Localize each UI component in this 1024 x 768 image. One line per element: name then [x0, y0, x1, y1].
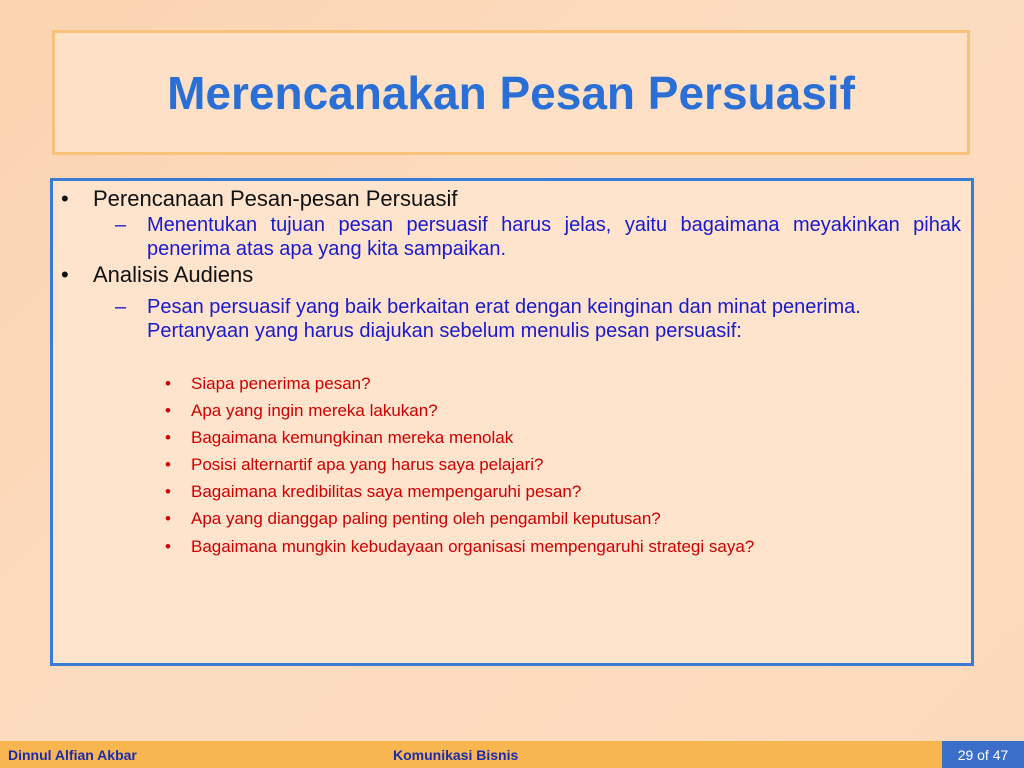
sub-bullet-item — [115, 213, 961, 261]
sub-bullet-text: Menentukan tujuan pesan persuasif harus jelas, yaitu bagaimana meyakinkan pihak penerima atas apa yang kita sampaikan. — [147, 214, 961, 260]
bullet-mark: • — [61, 186, 69, 211]
point-item — [165, 400, 438, 422]
footer-author: Dinnul Alfian Akbar — [8, 746, 137, 763]
point-mark: • — [165, 482, 171, 501]
point-item — [165, 536, 754, 558]
point-mark: • — [165, 455, 171, 474]
footer-course: Komunikasi Bisnis — [393, 746, 519, 763]
point-text: Bagaimana kredibilitas saya mempengaruhi pesan? — [191, 482, 582, 501]
point-text: Apa yang dianggap paling penting oleh pengambil keputusan? — [191, 509, 661, 528]
point-mark: • — [165, 374, 171, 393]
point-text: Bagaimana kemungkinan mereka menolak — [191, 428, 514, 447]
bullet-text: Analisis Audiens — [93, 262, 254, 287]
dash-mark: – — [115, 214, 127, 236]
point-mark: • — [165, 537, 171, 556]
title-box — [52, 30, 970, 155]
page-number: 29 of 47 — [942, 741, 1024, 768]
point-text: Bagaimana mungkin kebudayaan organisasi mempengaruhi strategi saya? — [191, 537, 755, 556]
bullet-mark: • — [61, 262, 69, 287]
slide-title: Merencanakan Pesan Persuasif — [167, 66, 855, 119]
bullet-item — [61, 187, 457, 211]
point-text: Siapa penerima pesan? — [191, 374, 371, 393]
bullet-item — [61, 263, 253, 287]
point-item — [165, 508, 661, 530]
point-item — [165, 454, 543, 476]
sub-bullet-text: Pesan persuasif yang baik berkaitan erat dengan keinginan dan minat penerima. Pertanyaan yang harus diajukan sebelum menulis pesan persuasif: — [147, 296, 861, 342]
point-mark: • — [165, 428, 171, 447]
point-text: Apa yang ingin mereka lakukan? — [191, 401, 438, 420]
content-box — [50, 178, 974, 666]
footer-bar — [0, 741, 1024, 768]
point-text: Posisi alternartif apa yang harus saya pelajari? — [191, 455, 544, 474]
point-item — [165, 373, 371, 395]
bullet-text: Perencanaan Pesan-pesan Persuasif — [93, 186, 458, 211]
point-item — [165, 427, 513, 449]
point-mark: • — [165, 401, 171, 420]
point-item — [165, 481, 581, 503]
sub-bullet-item — [115, 295, 921, 343]
dash-mark: – — [115, 296, 127, 318]
point-mark: • — [165, 509, 171, 528]
